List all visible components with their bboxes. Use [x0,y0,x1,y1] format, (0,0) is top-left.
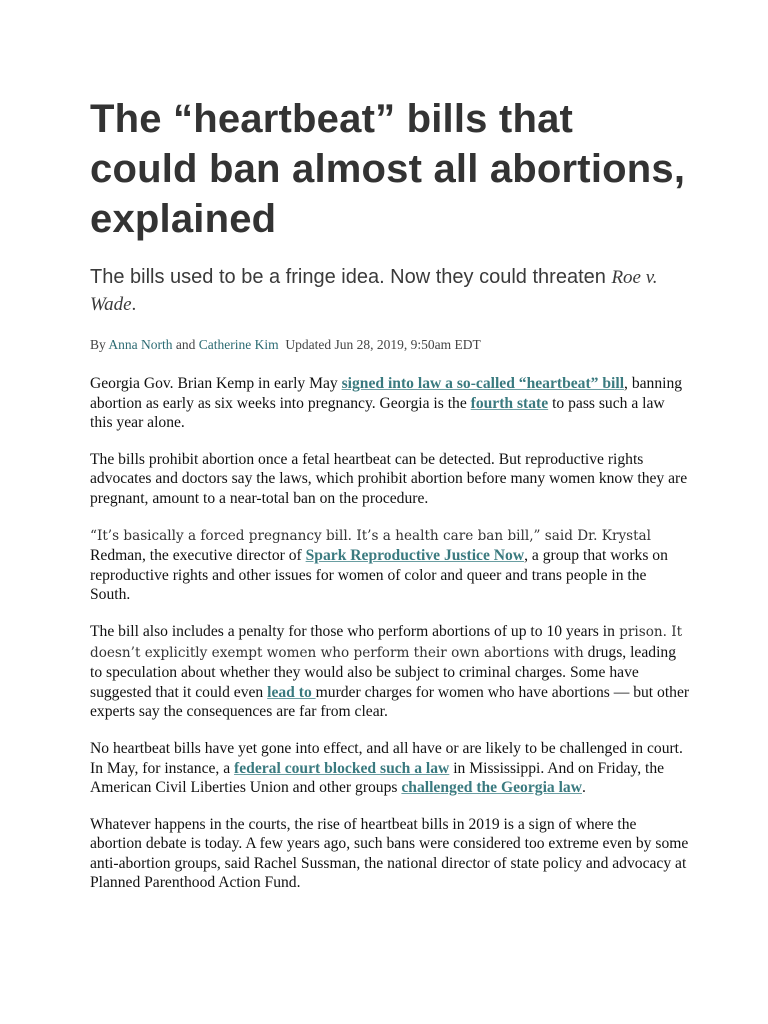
paragraph-text: to pass such a law this year alone. [90,394,665,432]
byline-conjunction: and [172,337,199,352]
paragraph-text: murder charges for women who have abortions — but other experts say the consequences are far from clear. [90,683,690,721]
dek-end: . [131,294,137,315]
paragraph-2 [90,450,690,509]
dek-case-name: Roe v. Wade [90,267,658,315]
paragraph-text: drugs, leading to speculation about whether they would also be subject to criminal charges. Some have suggested that it could even [90,643,676,701]
dek-text: The bills used to be a fringe idea. Now they could threaten [90,266,612,288]
paragraph-6 [90,815,690,893]
paragraph-text: , banning abortion as early as six weeks into pregnancy. Georgia is the [90,375,683,412]
article [90,94,690,910]
paragraph-text-alt: prison. It doesn’t explicitly exempt women who perform their own abortions with [90,623,683,661]
paragraph-text: No heartbeat bills have yet gone into effect, and all have or are likely to be challenged in court. In May, for instance, a [90,739,683,777]
author-link-anna-north[interactable]: Anna North [108,337,173,352]
paragraph-text: Georgia Gov. Brian Kemp in early May [90,375,342,392]
paragraph-1 [90,374,690,433]
paragraph-text: The bills prohibit abortion once a fetal heartbeat can be detected. But reproductive rights advocates and doctors say the laws, which prohibit abortion before many women know they are pregnant, amount to a near-total ban on the procedure. [90,450,688,507]
paragraph-text: Redman, the executive director of [90,547,306,565]
link-challenged-georgia-law[interactable]: challenged the Georgia law [401,779,582,797]
byline-prefix: By [90,337,109,352]
paragraph-text: The bill also includes a penalty for those who perform abortions of up to 10 years in [90,622,615,640]
paragraph-text: , a group that works on reproductive rights and other issues for women of color and queer and trans people in the South. [90,547,668,604]
link-signed-into-law[interactable]: signed into law a so-called “heartbeat” bill [341,375,625,392]
paragraph-4 [90,622,690,722]
paragraph-text: in Mississippi. And on Friday, the American Civil Liberties Union and other groups [90,759,665,797]
author-link-catherine-kim[interactable]: Catherine Kim [198,337,279,352]
article-body [90,374,690,893]
link-federal-court-blocked[interactable]: federal court blocked such a law [234,759,450,777]
updated-timestamp: Updated Jun 28, 2019, 9:50am EDT [278,337,481,352]
dek [90,264,690,318]
headline: The “heartbeat” bills that could ban almost all abortions, explained [90,97,686,241]
byline [90,336,690,354]
quote-text: “It’s basically a forced pregnancy bill. It’s a health care ban bill,” said Dr. Krystal [90,527,652,544]
link-spark-reproductive-justice-now[interactable]: Spark Reproductive Justice Now [305,547,525,565]
paragraph-text: Whatever happens in the courts, the rise of heartbeat bills in 2019 is a sign of where the abortion debate is today. A few years ago, such bans were considered too extreme even by some anti-abortion groups, said Rachel Sussman, the national director of state policy and advocacy at Planned Parenthood Action Fund. [90,815,689,892]
link-fourth-state[interactable]: fourth state [470,394,549,412]
paragraph-text: . [581,779,586,797]
paragraph-3 [90,526,690,605]
link-lead-to[interactable]: lead to [267,683,316,701]
paragraph-5 [90,739,690,798]
